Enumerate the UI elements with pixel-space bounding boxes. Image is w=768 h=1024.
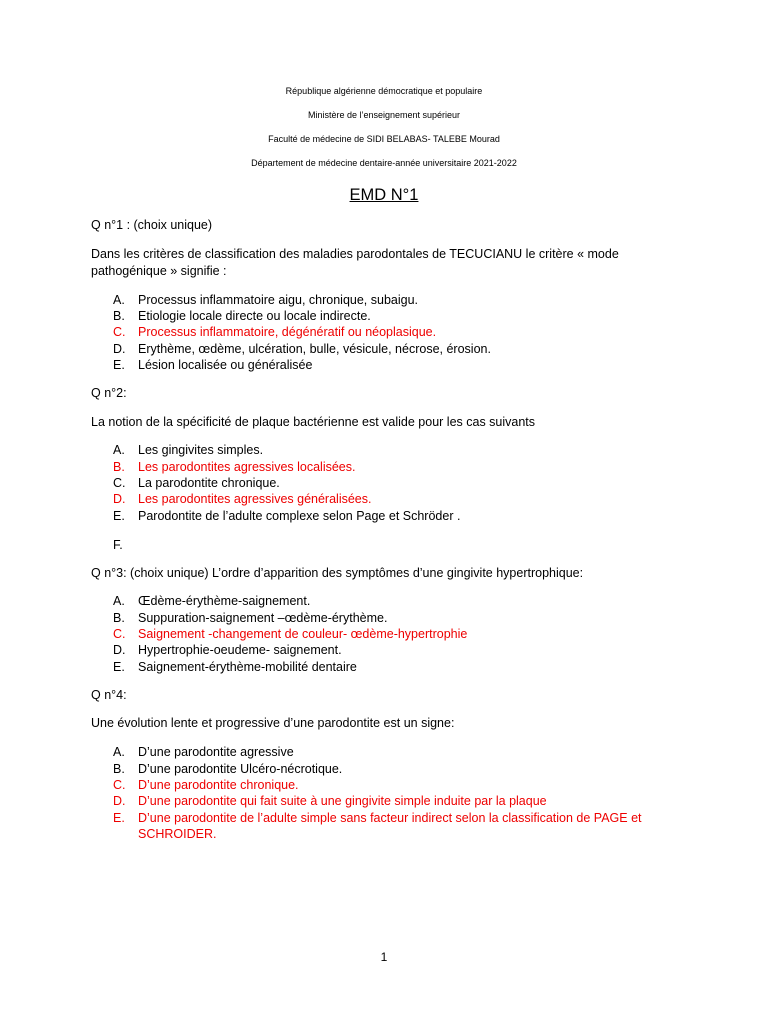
q4-label: Q n°4: <box>91 688 127 702</box>
header-republic: République algérienne démocratique et populaire <box>285 86 483 96</box>
page-number: 1 <box>380 950 388 964</box>
option-letter: C. <box>113 476 126 490</box>
option-text: La parodontite chronique. <box>138 476 280 490</box>
option-text: Etiologie locale directe ou locale indirecte. <box>138 309 371 323</box>
option-letter: A. <box>113 443 125 457</box>
option-letter: A. <box>113 293 125 307</box>
option-letter: E. <box>113 509 125 523</box>
option-text: D’une parodontite Ulcéro-nécrotique. <box>138 762 343 776</box>
option-letter: D. <box>113 794 126 808</box>
header-department: Département de médecine dentaire-année universitaire 2021-2022 <box>251 158 517 168</box>
q2-label: Q n°2: <box>91 386 127 400</box>
option-text: Lésion localisée ou généralisée <box>138 358 313 372</box>
option-letter: C. <box>113 627 126 641</box>
option-letter: C. <box>113 325 126 339</box>
header-ministry: Ministère de l’enseignement supérieur <box>307 110 461 120</box>
q1-text: Dans les critères de classification des maladies parodontales de TECUCIANU le critère « mode pathogénique » signifie : <box>91 247 619 278</box>
option-text: Les gingivites simples. <box>138 443 264 457</box>
q2-text: La notion de la spécificité de plaque bactérienne est valide pour les cas suivants <box>91 415 536 429</box>
option-letter: E. <box>113 660 125 674</box>
option-letter: D. <box>113 342 126 356</box>
option-letter: C. <box>113 778 126 792</box>
option-letter: F. <box>113 538 123 552</box>
option-text: D’une parodontite agressive <box>138 745 294 759</box>
option-text: Œdème-érythème-saignement. <box>138 594 311 608</box>
option-letter: D. <box>113 643 126 657</box>
option-letter: D. <box>113 492 126 506</box>
q4-text: Une évolution lente et progressive d’une parodontite est un signe: <box>91 716 455 730</box>
option-letter: B. <box>113 762 125 776</box>
header-faculty: Faculté de médecine de SIDI BELABAS- TALEBE Mourad <box>268 134 500 144</box>
option-letter: A. <box>113 594 125 608</box>
option-text: Parodontite de l’adulte complexe selon Page et Schröder . <box>138 509 461 523</box>
option-letter: E. <box>113 358 125 372</box>
q1-label: Q n°1 : (choix unique) <box>91 218 213 232</box>
option-text: Saignement -changement de couleur- œdème-hypertrophie <box>138 627 468 641</box>
option-letter: A. <box>113 745 125 759</box>
q3-label: Q n°3: (choix unique) L’ordre d’apparition des symptômes d’une gingivite hypertrophique: <box>91 566 584 580</box>
option-text: Erythème, œdème, ulcération, bulle, vésicule, nécrose, érosion. <box>138 342 491 356</box>
option-letter: B. <box>113 611 125 625</box>
option-text: D’une parodontite de l’adulte simple sans facteur indirect selon la classification de PAGE et SCHROIDER. <box>138 811 642 841</box>
option-letter: B. <box>113 460 125 474</box>
option-text: D’une parodontite qui fait suite à une gingivite simple induite par la plaque <box>138 794 547 808</box>
option-letter: E. <box>113 811 125 825</box>
option-text: Suppuration-saignement –œdème-érythème. <box>138 611 388 625</box>
option-text: Hypertrophie-oeudeme- saignement. <box>138 643 342 657</box>
option-letter: B. <box>113 309 125 323</box>
option-text: Les parodontites agressives généralisées. <box>138 492 372 506</box>
option-text: Processus inflammatoire, dégénératif ou néoplasique. <box>138 325 437 339</box>
option-text: Les parodontites agressives localisées. <box>138 460 356 474</box>
option-text: Processus inflammatoire aigu, chronique, subaigu. <box>138 293 419 307</box>
option-text: Saignement-érythème-mobilité dentaire <box>138 660 357 674</box>
option-text: D’une parodontite chronique. <box>138 778 299 792</box>
exam-title: EMD N°1 <box>349 186 419 204</box>
